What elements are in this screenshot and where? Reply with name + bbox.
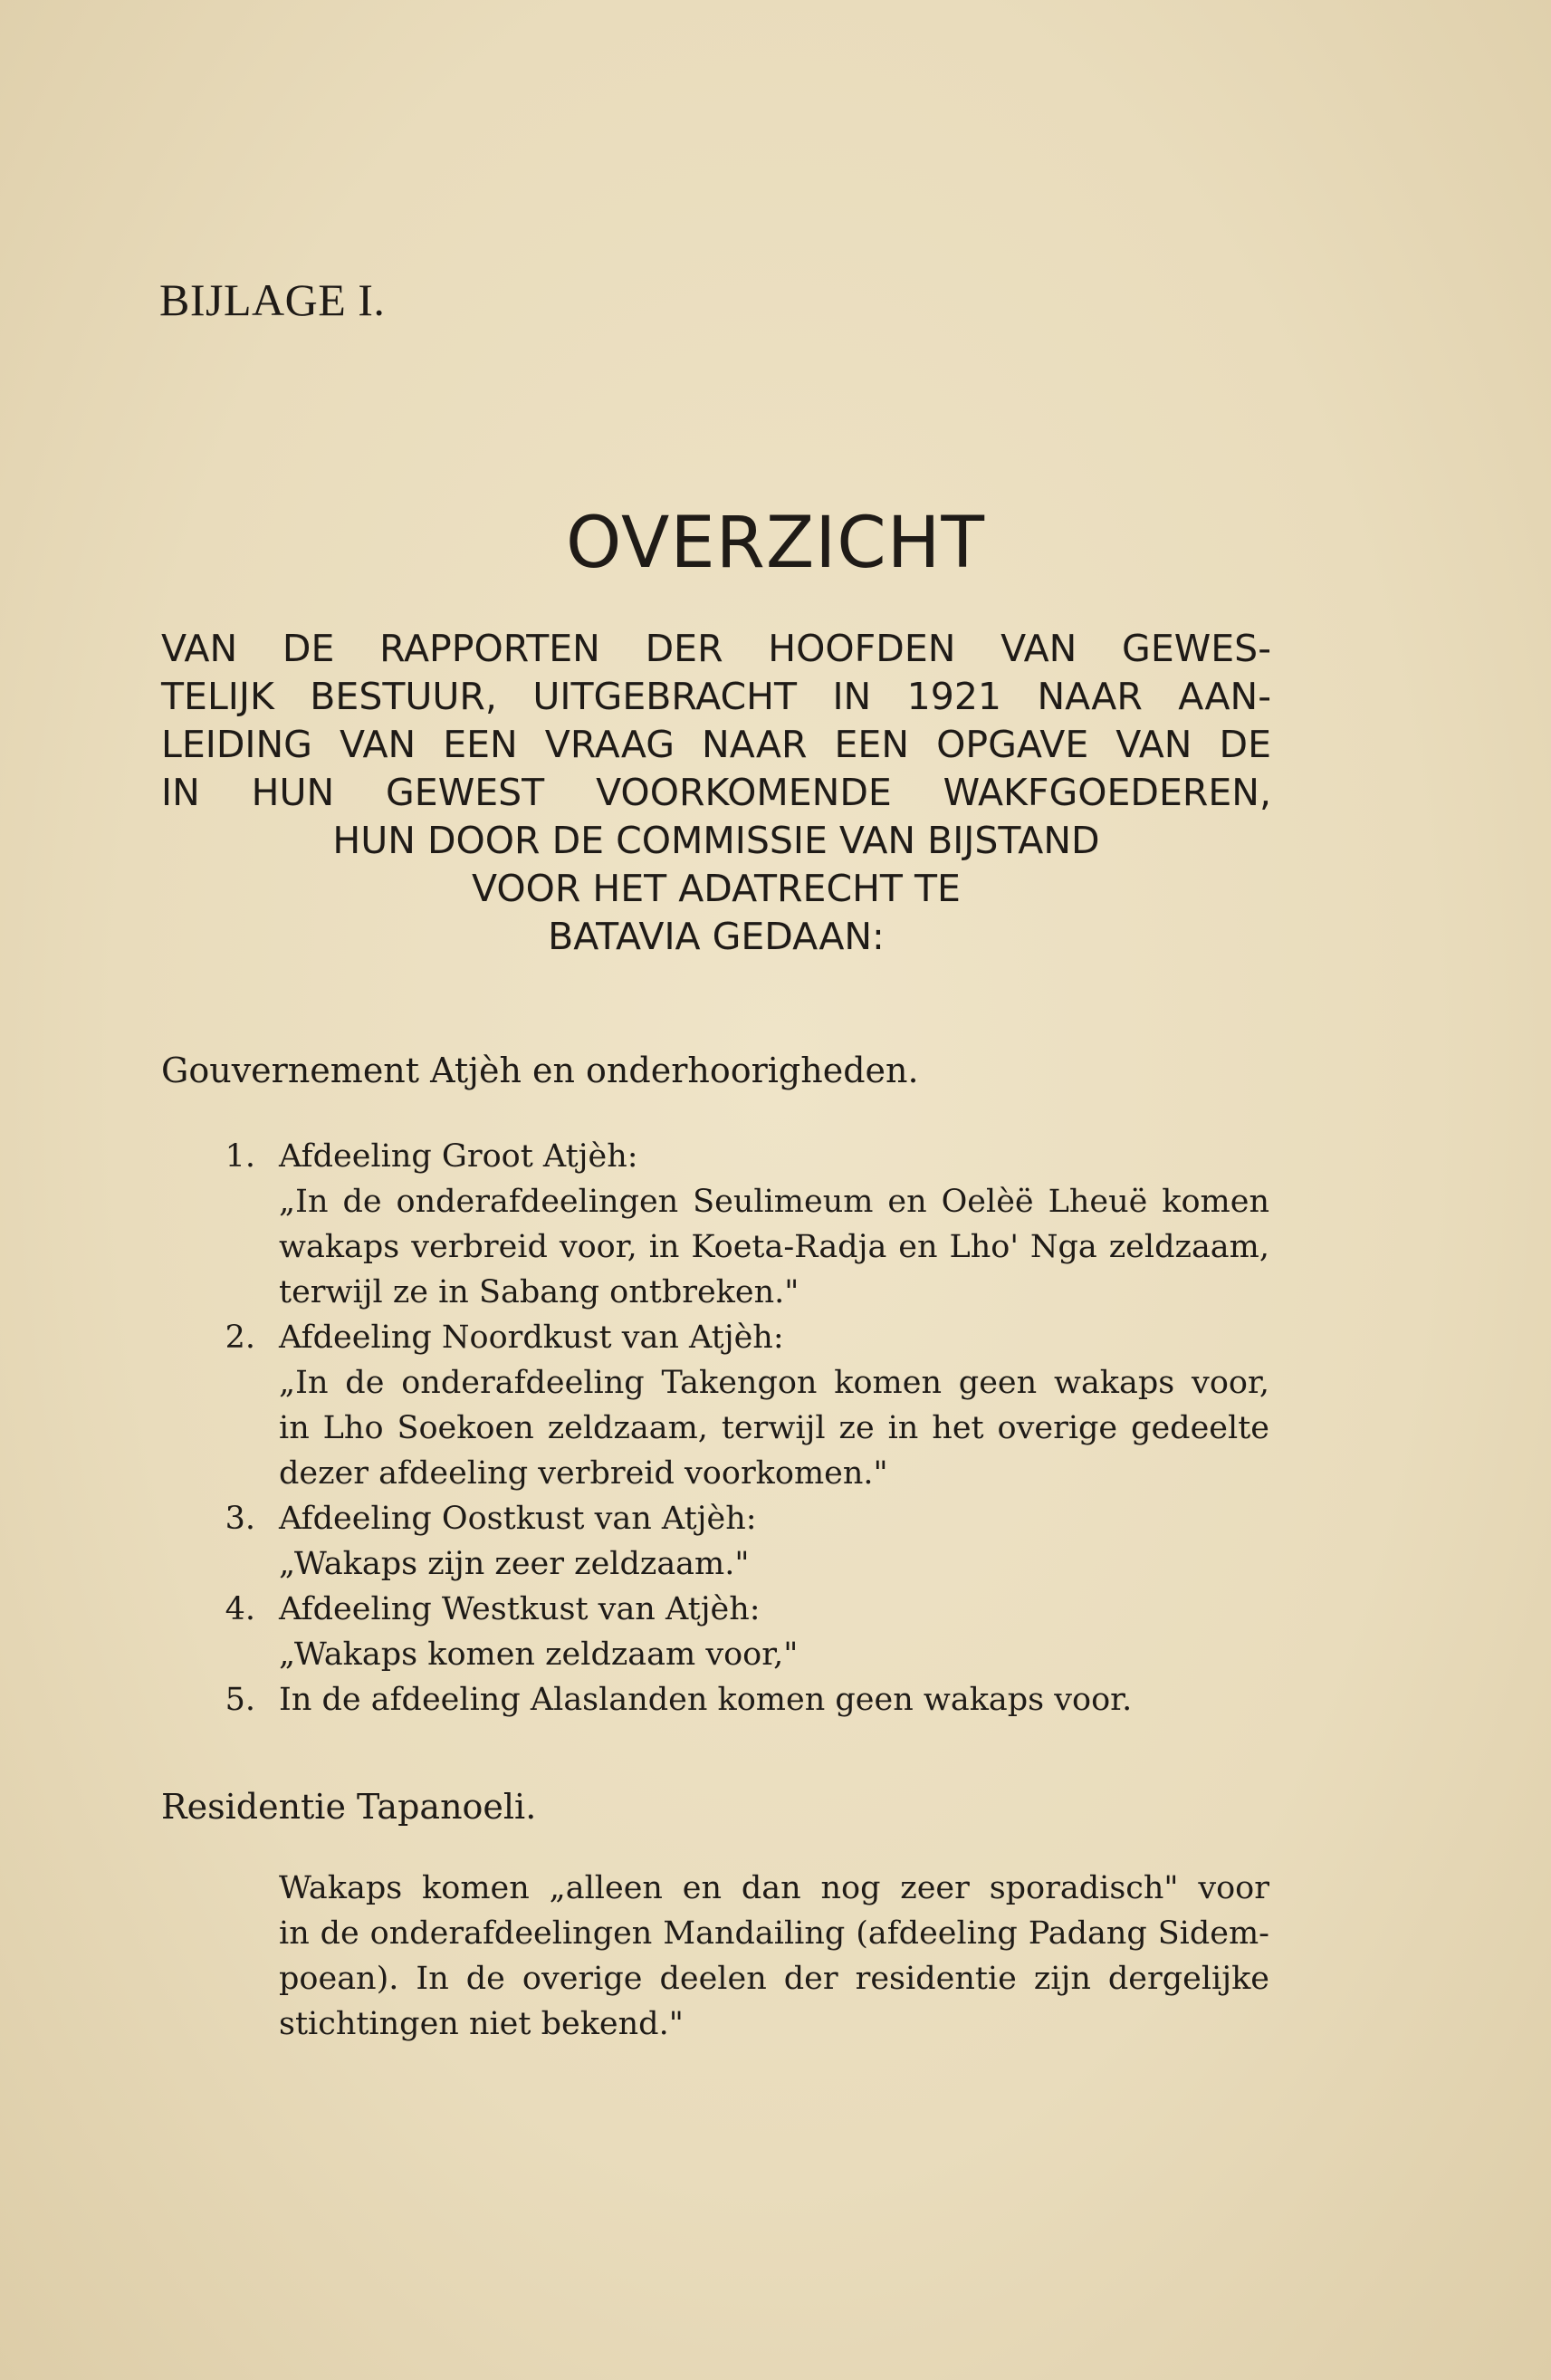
page-title: OVERZICHT (565, 503, 986, 584)
list-item (161, 1134, 1269, 1315)
item-quote-line: „Wakaps komen zeldzaam voor," (279, 1636, 799, 1673)
item-quote-line: dezer afdeeling verbreid voorkomen." (279, 1455, 888, 1492)
paragraph-line: in de onderafdeelingen Mandailing (afdeeling Padang Sidem- (279, 1915, 1269, 1952)
item-number: 3. (225, 1501, 255, 1537)
item-quote-line: „In de onderafdeeling Takengon komen geen wakaps voor, (279, 1365, 1269, 1401)
paragraph-line: stichtingen niet bekend." (279, 2006, 684, 2042)
paragraph-line: Wakaps komen „alleen en dan nog zeer sporadisch" voor (279, 1870, 1269, 1906)
subtitle-line: VOOR HET ADATRECHT TE (472, 867, 961, 910)
item-number: 2. (225, 1320, 255, 1356)
subtitle-line: TELIJK BESTUUR, UITGEBRACHT IN 1921 NAAR AAN- (161, 675, 1271, 718)
subtitle-line: BATAVIA GEDAAN: (548, 915, 885, 958)
item-quote-line: terwijl ze in Sabang ontbreken." (279, 1274, 799, 1310)
item-title: In de afdeeling Alaslanden komen geen wakaps voor. (279, 1682, 1133, 1718)
list-item (161, 1677, 1269, 1723)
item-number: 4. (225, 1591, 255, 1627)
section-heading-tapanoeli: Residentie Tapanoeli. (161, 1787, 537, 1827)
tapanoeli-paragraph (279, 1866, 1269, 2047)
item-quote-line: „In de onderafdeelingen Seulimeum en Oelèë Lheuë komen (279, 1184, 1269, 1220)
item-title: Afdeeling Noordkust van Atjèh: (279, 1320, 784, 1356)
item-quote-line: „Wakaps zijn zeer zeldzaam." (279, 1546, 750, 1582)
appendix-label: BIJLAGE I. (159, 274, 386, 325)
subtitle-line: IN HUN GEWEST VOORKOMENDE WAKFGOEDEREN, (161, 771, 1271, 814)
item-title: Afdeeling Groot Atjèh: (279, 1138, 638, 1175)
item-number: 1. (225, 1138, 255, 1175)
subtitle-line: HUN DOOR DE COMMISSIE VAN BIJSTAND (332, 819, 1100, 862)
item-title: Afdeeling Westkust van Atjèh: (279, 1591, 761, 1627)
paragraph-line: poean). In de overige deelen der residentie zijn dergelijke (279, 1961, 1269, 1997)
item-title: Afdeeling Oostkust van Atjèh: (279, 1501, 757, 1537)
list-item (161, 1496, 1269, 1587)
subtitle-line: LEIDING VAN EEN VRAAG NAAR EEN OPGAVE VAN DE (161, 723, 1271, 766)
item-quote-line: in Lho Soekoen zeldzaam, terwijl ze in het overige gedeelte (279, 1410, 1269, 1446)
item-quote-line: wakaps verbreid voor, in Koeta-Radja en Lho' Nga zeldzaam, (279, 1229, 1269, 1265)
subtitle (161, 625, 1271, 961)
list-item (161, 1587, 1269, 1677)
section-heading-atjeh: Gouvernement Atjèh en onderhoorigheden. (161, 1051, 919, 1090)
subtitle-line: VAN DE RAPPORTEN DER HOOFDEN VAN GEWES- (161, 627, 1271, 670)
item-number: 5. (225, 1682, 255, 1718)
afdeeling-list (161, 1134, 1269, 1723)
list-item (161, 1315, 1269, 1496)
